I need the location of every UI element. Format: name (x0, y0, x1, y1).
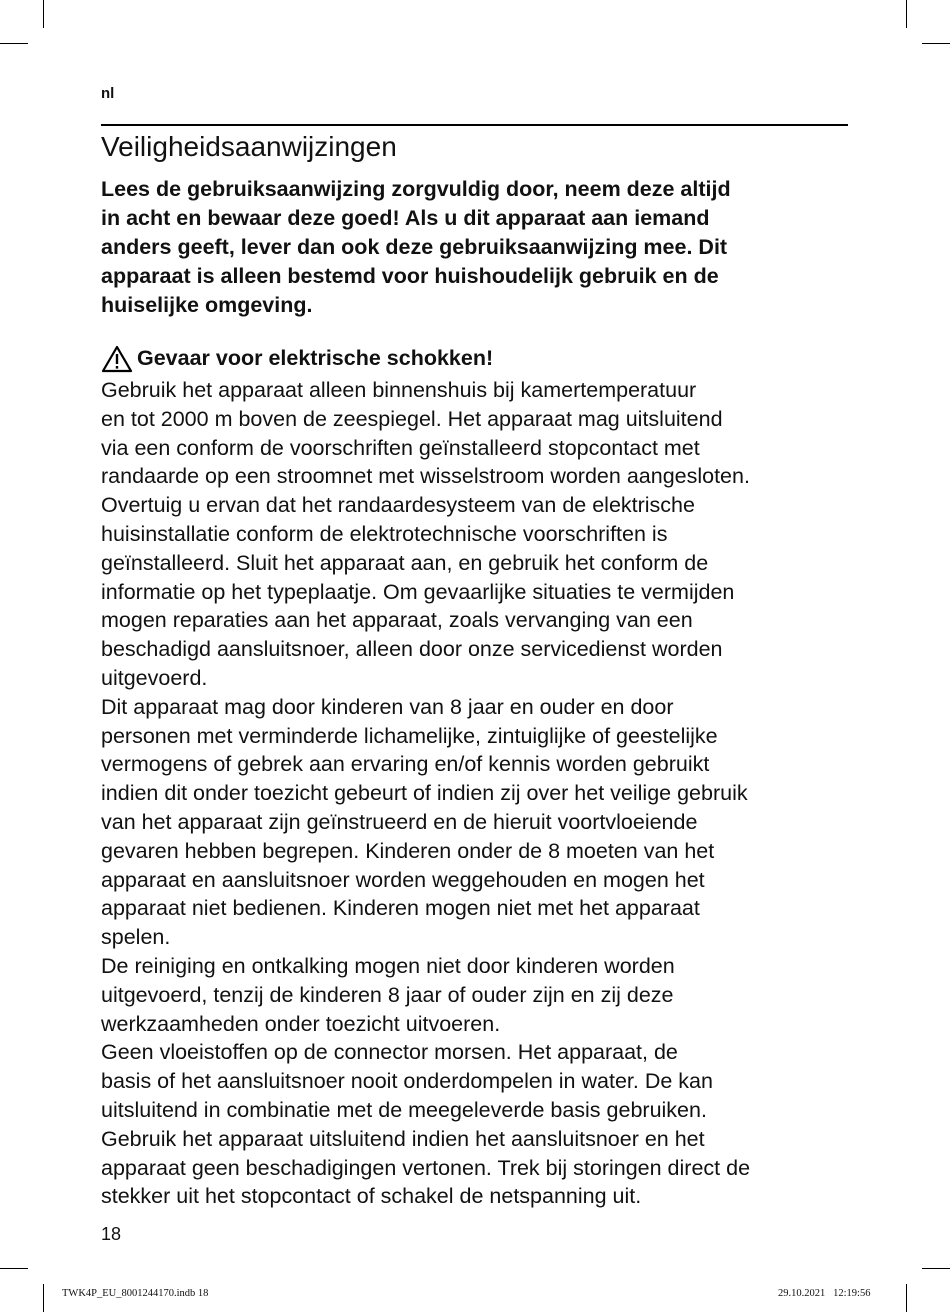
body-line: apparaat niet bedienen. Kinderen mogen niet met het apparaat (101, 896, 700, 921)
intro-line: anders geeft, lever dan ook deze gebruiksaanwijzing mee. Dit (101, 235, 728, 259)
body-line: werkzaamheden onder toezicht uitvoeren. (101, 1011, 501, 1036)
body-line: en tot 2000 m boven de zeespiegel. Het apparaat mag uitsluitend (101, 406, 723, 431)
intro-paragraph (101, 175, 849, 320)
body-line: uitsluitend in combinatie met de meegeleverde basis gebruiken. (101, 1097, 707, 1122)
crop-mark (0, 43, 28, 44)
body-line: van het apparaat zijn geïnstrueerd en de hieruit voortvloeiende (101, 809, 698, 834)
crop-mark (906, 0, 907, 28)
body-line: informatie op het typeplaatje. Om gevaarlijke situaties te vermijden (101, 579, 735, 604)
warning-triangle-icon (101, 345, 133, 373)
print-stamp: 29.10.2021 12:19:56 (778, 1288, 871, 1299)
body-line: vermogens of gebrek aan ervaring en/of kennis worden gebruikt (101, 752, 710, 777)
body-line: apparaat geen beschadigingen vertonen. Trek bij storingen direct de (101, 1155, 751, 1180)
file-info: TWK4P_EU_8001244170.indb 18 (62, 1288, 209, 1299)
section-rule (101, 124, 848, 126)
body-line: mogen reparaties aan het apparaat, zoals vervanging van een (101, 608, 693, 633)
crop-mark (0, 1268, 28, 1269)
warning-heading-text: Gevaar voor elektrische schokken! (137, 346, 494, 370)
warning-heading (101, 344, 493, 373)
body-line: via een conform de voorschriften geïnstalleerd stopcontact met (101, 435, 700, 460)
body-line: uitgevoerd, tenzij de kinderen 8 jaar of ouder zijn en zij deze (101, 982, 674, 1007)
body-line: geïnstalleerd. Sluit het apparaat aan, en gebruik het conform de (101, 550, 709, 575)
intro-line: apparaat is alleen bestemd voor huishoudelijk gebruik en de (101, 264, 719, 288)
crop-mark (906, 1284, 907, 1312)
body-line: huisinstallatie conform de elektrotechnische voorschriften is (101, 521, 668, 546)
crop-mark (922, 1268, 950, 1269)
intro-line: huiselijke omgeving. (101, 293, 313, 317)
body-line: gevaren hebben begrepen. Kinderen onder de 8 moeten van het (101, 838, 715, 863)
crop-mark (43, 1284, 44, 1312)
body-line: uitgevoerd. (101, 665, 208, 690)
section-title: Veiligheidsaanwijzingen (101, 131, 397, 162)
body-line: beschadigd aansluitsnoer, alleen door onze servicedienst worden (101, 637, 723, 662)
page-number: 18 (101, 1224, 122, 1244)
body-line: Dit apparaat mag door kinderen van 8 jaar en ouder en door (101, 694, 674, 719)
body-line: Geen vloeistoffen op de connector morsen. Het apparaat, de (101, 1040, 678, 1065)
body-line: De reiniging en ontkalking mogen niet door kinderen worden (101, 953, 675, 978)
body-line: stekker uit het stopcontact of schakel de netspanning uit. (101, 1184, 642, 1209)
body-line: Gebruik het apparaat uitsluitend indien het aansluitsnoer en het (101, 1126, 705, 1151)
crop-mark (43, 0, 44, 28)
body-line: randaarde op een stroomnet met wisselstroom worden aangesloten. (101, 464, 750, 489)
body-line: basis of het aansluitsnoer nooit onderdompelen in water. De kan (101, 1069, 713, 1094)
body-line: Overtuig u ervan dat het randaardesysteem van de elektrische (101, 493, 695, 518)
intro-line: Lees de gebruiksaanwijzing zorgvuldig door, neem deze altijd (101, 177, 731, 201)
crop-mark (922, 43, 950, 44)
intro-line: in acht en bewaar deze goed! Als u dit apparaat aan iemand (101, 206, 710, 230)
body-line: personen met verminderde lichamelijke, zintuiglijke of geestelijke (101, 723, 718, 748)
body-line: apparaat en aansluitsnoer worden weggehouden en mogen het (101, 867, 705, 892)
safety-body-text (101, 376, 861, 1211)
body-line: spelen. (101, 925, 171, 950)
body-line: indien dit onder toezicht gebeurt of indien zij over het veilige gebruik (101, 781, 748, 806)
language-code: nl (101, 85, 115, 102)
body-line: Gebruik het apparaat alleen binnenshuis bij kamertemperatuur (101, 378, 697, 402)
